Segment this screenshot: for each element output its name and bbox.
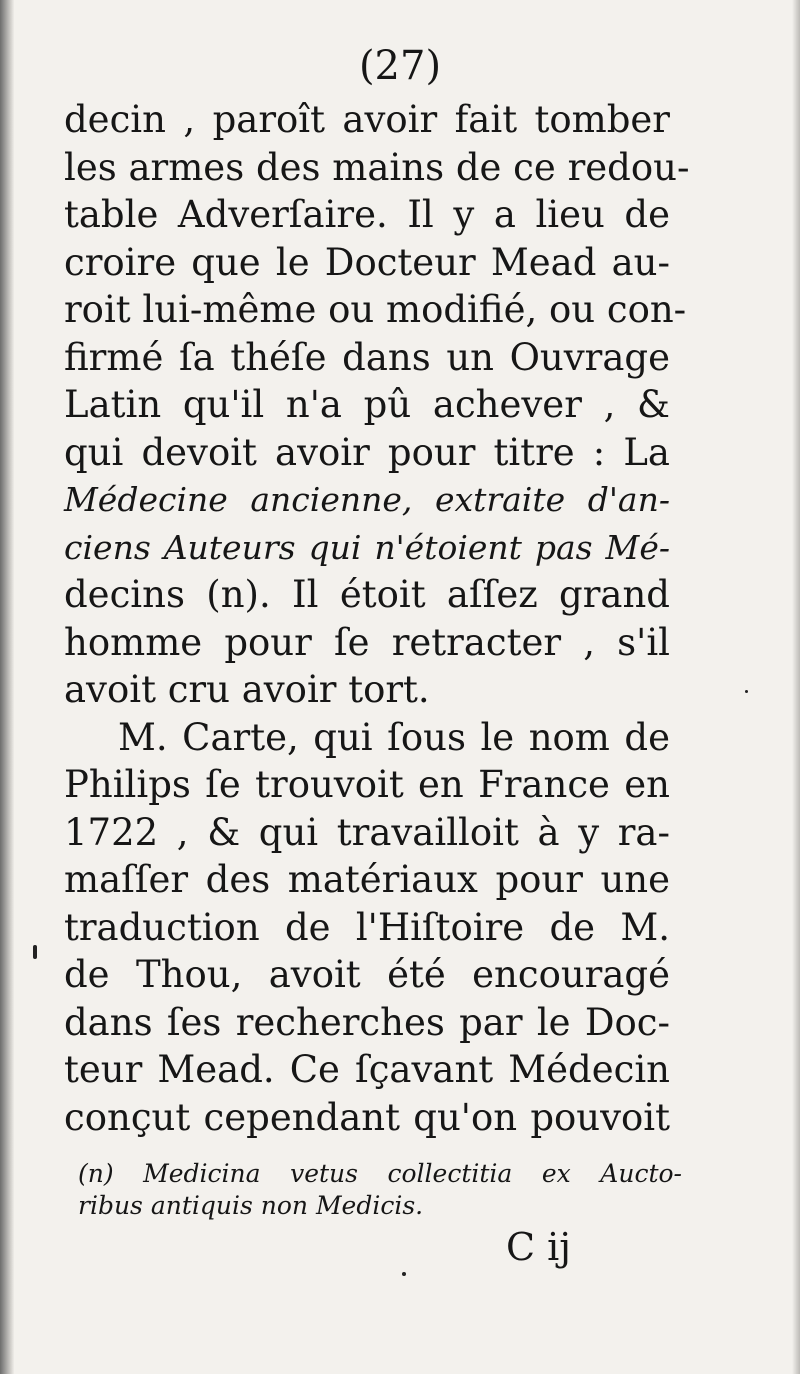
text-line: Philips ſe trouvoit en France en: [64, 763, 670, 806]
footnote-line: (n) Medicina vetus collectitia ex Aucto-: [78, 1159, 682, 1188]
text-line: decins (n). Il étoit aſſez grand: [64, 573, 670, 616]
text-line: roit lui-même ou modifié, ou con-: [64, 288, 687, 331]
paragraph-end-line: avoit cru avoir tort.: [64, 668, 430, 711]
text-line: maſſer des matériaux pour une: [64, 858, 670, 901]
body-text: [64, 96, 690, 1141]
text-line: dans ſes recherches par le Doc-: [64, 1000, 670, 1044]
text-line: 1722 , & qui travailloit à y ra-: [64, 810, 670, 854]
text-line: croire que le Docteur Mead au-: [64, 240, 670, 284]
text-line: table Adverſaire. Il y a lieu de: [64, 193, 670, 236]
text-line: decin , paroît avoir fait tomber: [64, 98, 670, 141]
text-line: teur Mead. Ce ſçavant Médecin: [64, 1048, 670, 1091]
text-line: homme pour ſe retracter , s'il: [64, 620, 670, 664]
signature-mark: C ij: [506, 1225, 572, 1269]
text-line: de Thou, avoit été encouragé: [64, 953, 670, 996]
footnote-line: ribus antiquis non Medicis.: [78, 1191, 424, 1220]
page-gutter-shadow: [0, 0, 14, 1374]
paragraph-start-line: M. Carte, qui ſous le nom de: [118, 715, 670, 759]
ink-speck: [745, 690, 748, 693]
text-line: Latin qu'il n'a pû achever , &: [64, 383, 670, 426]
ink-speck: [33, 945, 37, 959]
page-edge-shadow: [792, 0, 800, 1374]
text-line: les armes des mains de ce redou-: [64, 145, 690, 189]
text-line: conçut cependant qu'on pouvoit: [64, 1095, 670, 1139]
text-line-italic: Médecine ancienne, extraite d'an-: [64, 480, 670, 519]
text-line: traduction de l'Hiſtoire de M.: [64, 905, 670, 949]
text-line: qui devoit avoir pour titre : La: [64, 430, 670, 474]
text-line-italic: ciens Auteurs qui n'étoient pas Mé-: [64, 527, 670, 567]
page-number: (27): [358, 43, 442, 89]
footnote: [78, 1158, 682, 1222]
ink-speck: [402, 1272, 406, 1276]
text-line: firmé ſa théſe dans un Ouvrage: [64, 335, 670, 379]
